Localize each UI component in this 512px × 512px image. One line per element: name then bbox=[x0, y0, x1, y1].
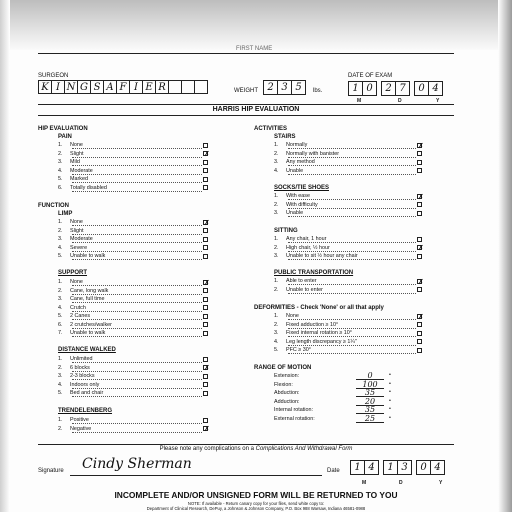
rom-label: Abduction: bbox=[274, 390, 300, 397]
weight-unit: lbs. bbox=[313, 88, 323, 94]
option-number: 1. bbox=[58, 279, 63, 285]
option-label: Unable to walk bbox=[70, 330, 106, 336]
rom-label: Extension: bbox=[274, 373, 300, 379]
pain-heading: PAIN bbox=[58, 134, 72, 140]
option-label: Cane, full time bbox=[70, 296, 105, 302]
incomplete-warning: INCOMPLETE AND/OR UNSIGNED FORM WILL BE RETURNED TO YOU bbox=[114, 490, 398, 500]
option-label: PFC ≥ 30° bbox=[286, 347, 311, 353]
option-checkbox[interactable]: ✗ bbox=[418, 244, 424, 252]
option-label: 6 blocks bbox=[70, 364, 90, 371]
exam-date-label: DATE OF EXAM bbox=[348, 73, 393, 79]
option-row bbox=[274, 236, 328, 242]
option-row bbox=[274, 253, 360, 259]
first-name-label: FIRST NAME bbox=[236, 46, 273, 52]
option-checkbox[interactable]: ✗ bbox=[418, 141, 424, 150]
hip-evaluation-heading: HIP EVALUATION bbox=[38, 126, 88, 132]
char-cell[interactable]: 4 bbox=[430, 460, 445, 475]
rom-label: Internal rotation: bbox=[274, 407, 313, 414]
char-cell[interactable]: I bbox=[129, 80, 143, 94]
option-label: Slight bbox=[70, 150, 84, 157]
sign-month-label: M bbox=[362, 480, 367, 486]
function-heading: FUNCTION bbox=[38, 203, 69, 209]
option-label: Slight bbox=[70, 227, 84, 234]
option-label: Totally disabled bbox=[70, 184, 107, 191]
option-checkbox[interactable] bbox=[203, 254, 208, 259]
char-cell[interactable]: I bbox=[51, 80, 65, 94]
option-row bbox=[58, 185, 109, 191]
option-number: 2. bbox=[58, 425, 63, 432]
option-label: Bed and chair bbox=[70, 390, 104, 396]
option-row bbox=[58, 151, 86, 157]
option-number: 3. bbox=[274, 210, 279, 216]
socks-heading: SOCKS/TIE SHOES bbox=[274, 185, 330, 191]
option-row bbox=[58, 219, 85, 225]
option-number: 3. bbox=[58, 236, 63, 242]
option-number: 1. bbox=[58, 142, 63, 148]
option-checkbox[interactable] bbox=[203, 314, 208, 319]
signature-label: Signature bbox=[38, 468, 64, 474]
option-row bbox=[274, 245, 332, 251]
char-cell[interactable]: N bbox=[64, 80, 78, 94]
transport-heading: PUBLIC TRANSPORTATION bbox=[274, 270, 354, 276]
rom-value[interactable]: 0 bbox=[367, 371, 373, 380]
char-cell[interactable] bbox=[194, 80, 208, 94]
option-row bbox=[58, 245, 89, 251]
option-checkbox[interactable] bbox=[417, 254, 422, 259]
leader-dots bbox=[288, 169, 416, 175]
option-number: 3. bbox=[58, 296, 63, 302]
option-checkbox[interactable] bbox=[203, 374, 208, 379]
option-checkbox[interactable]: ✗ bbox=[204, 364, 210, 372]
option-number: 7. bbox=[58, 330, 63, 336]
option-checkbox[interactable] bbox=[203, 418, 208, 423]
rom-value[interactable]: 25 bbox=[364, 414, 376, 423]
option-label: Normally with banister bbox=[286, 150, 340, 157]
option-row bbox=[58, 176, 90, 182]
char-cell[interactable]: 2 bbox=[381, 81, 396, 96]
option-label: Positive bbox=[70, 417, 89, 423]
leader-dots bbox=[72, 177, 202, 183]
option-number: 6. bbox=[58, 184, 63, 191]
option-checkbox[interactable] bbox=[203, 143, 208, 148]
option-label: Fixed internal rotation ≥ 10° bbox=[286, 330, 352, 336]
option-row bbox=[58, 305, 88, 311]
option-number: 3. bbox=[58, 159, 63, 165]
char-cell[interactable]: K bbox=[38, 80, 52, 94]
option-number: 4. bbox=[274, 167, 279, 174]
stairs-heading: STAIRS bbox=[274, 134, 296, 140]
option-number: 3. bbox=[274, 330, 279, 336]
option-number: 4. bbox=[58, 167, 63, 174]
option-label: Crutch bbox=[70, 304, 86, 311]
char-cell[interactable]: 3 bbox=[277, 80, 292, 95]
char-cell[interactable]: E bbox=[142, 80, 156, 94]
char-cell[interactable]: 0 bbox=[362, 81, 377, 96]
option-checkbox[interactable] bbox=[203, 185, 208, 190]
option-label: Severe bbox=[70, 244, 88, 251]
option-label: 2-3 blocks bbox=[70, 373, 95, 379]
option-number: 2. bbox=[274, 244, 279, 251]
char-cell[interactable] bbox=[181, 80, 195, 94]
leader-dots bbox=[72, 306, 202, 312]
option-row bbox=[274, 313, 301, 319]
option-number: 2. bbox=[58, 364, 63, 371]
return-note: NOTE: If available - Return canary copy for your files, send white copy to: bbox=[187, 501, 325, 506]
option-label: None bbox=[70, 142, 83, 148]
option-checkbox[interactable] bbox=[203, 331, 208, 336]
option-number: 4. bbox=[58, 381, 63, 388]
option-number: 5. bbox=[58, 253, 63, 259]
option-number: 3. bbox=[274, 159, 279, 165]
option-row bbox=[58, 296, 106, 302]
first-name-line bbox=[38, 53, 454, 54]
option-label: Moderate bbox=[70, 236, 93, 242]
option-checkbox[interactable]: ✗ bbox=[204, 150, 210, 158]
option-checkbox[interactable] bbox=[203, 391, 208, 396]
option-checkbox[interactable]: ✗ bbox=[204, 425, 210, 433]
option-number: 5. bbox=[58, 313, 63, 319]
complications-note bbox=[0, 446, 512, 453]
char-cell[interactable]: 1 bbox=[350, 460, 365, 475]
option-row bbox=[58, 159, 82, 165]
rom-value[interactable]: 35 bbox=[364, 388, 376, 398]
option-number: 6. bbox=[58, 321, 63, 328]
option-label: With ease bbox=[286, 193, 310, 199]
option-row bbox=[58, 228, 86, 234]
option-label: None bbox=[70, 279, 83, 285]
signature-line bbox=[70, 475, 322, 476]
option-number: 1. bbox=[58, 356, 63, 362]
option-row bbox=[274, 210, 305, 216]
option-label: Indoors only bbox=[70, 381, 100, 388]
option-row bbox=[58, 142, 85, 148]
option-label: Normally bbox=[286, 142, 308, 148]
leader-dots bbox=[72, 220, 202, 226]
option-row bbox=[274, 151, 341, 157]
option-label: Unlimited bbox=[70, 356, 93, 362]
option-row bbox=[58, 426, 93, 432]
option-label: None bbox=[70, 219, 83, 225]
option-checkbox[interactable] bbox=[417, 151, 422, 156]
option-label: With difficulty bbox=[286, 201, 318, 208]
option-number: 5. bbox=[274, 347, 279, 353]
option-checkbox[interactable] bbox=[417, 237, 422, 242]
char-cell[interactable]: 4 bbox=[428, 81, 443, 96]
scan-shadow-top bbox=[0, 0, 512, 50]
leader-dots bbox=[72, 143, 202, 149]
leader-dots bbox=[72, 280, 202, 286]
option-number: 1. bbox=[58, 417, 63, 423]
rom-bullet-icon: • bbox=[389, 372, 391, 378]
option-number: 5. bbox=[58, 390, 63, 396]
title-rule-bottom bbox=[38, 115, 454, 116]
option-label: Unable bbox=[286, 210, 304, 216]
complications-note-text: Please note any complications on a bbox=[159, 446, 256, 452]
option-checkbox[interactable] bbox=[417, 339, 422, 344]
option-number: 4. bbox=[274, 338, 279, 345]
option-label: Mild bbox=[70, 159, 80, 165]
rom-value[interactable]: 35 bbox=[364, 405, 376, 415]
option-checkbox[interactable]: ✗ bbox=[418, 312, 424, 321]
rom-label: Flexion: bbox=[274, 381, 293, 388]
char-cell[interactable]: R bbox=[155, 80, 169, 94]
option-checkbox[interactable] bbox=[417, 211, 422, 216]
option-row bbox=[58, 382, 101, 388]
option-row bbox=[274, 202, 320, 208]
option-checkbox[interactable] bbox=[203, 322, 208, 327]
option-label: Leg length discrepancy ≥ 1¼" bbox=[286, 338, 357, 345]
leader-dots bbox=[72, 152, 202, 158]
option-checkbox[interactable] bbox=[203, 228, 208, 233]
option-checkbox[interactable] bbox=[203, 168, 208, 173]
option-checkbox[interactable]: ✗ bbox=[418, 277, 424, 286]
option-checkbox[interactable] bbox=[417, 322, 422, 327]
char-cell[interactable]: 7 bbox=[395, 81, 410, 96]
option-number: 4. bbox=[58, 244, 63, 251]
support-heading: SUPPORT bbox=[58, 270, 88, 276]
option-checkbox[interactable] bbox=[203, 297, 208, 302]
deformities-heading: DEFORMITIES - Check 'None' or all that apply bbox=[254, 305, 384, 311]
option-row bbox=[58, 390, 105, 396]
option-row bbox=[58, 322, 114, 328]
option-label: Marked bbox=[70, 176, 88, 182]
option-checkbox[interactable] bbox=[417, 348, 422, 353]
leader-dots bbox=[72, 160, 202, 166]
rom-value[interactable]: 20 bbox=[364, 396, 376, 406]
option-number: 2. bbox=[58, 287, 63, 294]
option-label: Unable to walk bbox=[70, 253, 106, 259]
option-label: High chair, ½ hour bbox=[286, 244, 330, 251]
option-row bbox=[58, 330, 107, 336]
limp-heading: LIMP bbox=[58, 211, 73, 217]
char-cell[interactable]: 2 bbox=[263, 80, 278, 95]
rom-label: External rotation: bbox=[274, 416, 315, 422]
char-cell[interactable]: F bbox=[116, 80, 130, 94]
scan-shadow-right bbox=[498, 0, 512, 512]
option-label: Any method bbox=[286, 159, 315, 165]
leader-dots bbox=[288, 211, 416, 217]
option-number: 2. bbox=[274, 286, 279, 293]
option-row bbox=[58, 253, 107, 259]
option-number: 3. bbox=[58, 373, 63, 379]
option-row bbox=[58, 356, 94, 362]
rom-bullet-icon: • bbox=[389, 397, 391, 404]
option-label: Moderate bbox=[70, 167, 93, 174]
form-title: HARRIS HIP EVALUATION bbox=[212, 106, 300, 113]
option-label: 2 crutches/walker bbox=[70, 321, 112, 328]
option-number: 1. bbox=[58, 219, 63, 225]
option-number: 1. bbox=[274, 236, 279, 242]
surgeon-label: SURGEON bbox=[38, 73, 69, 79]
return-address: Department of Clinical Research, DePuy, a Johnson & Johnson Company, P.O. Box 988 Warsaw, Indiana 46581-0988 bbox=[146, 506, 366, 511]
sign-day-label: D bbox=[399, 480, 403, 486]
rom-bullet-icon: • bbox=[389, 406, 391, 413]
char-cell[interactable]: 1 bbox=[348, 81, 363, 96]
option-checkbox[interactable] bbox=[203, 160, 208, 165]
leader-dots bbox=[72, 229, 202, 235]
option-label: None bbox=[286, 313, 299, 319]
option-row bbox=[58, 168, 95, 174]
sitting-heading: SITTING bbox=[274, 228, 298, 234]
sign-year-label: Y bbox=[439, 480, 443, 486]
char-cell[interactable]: 5 bbox=[291, 80, 306, 95]
option-checkbox[interactable] bbox=[203, 305, 208, 310]
option-label: Unable to enter bbox=[286, 286, 323, 293]
footer-rule bbox=[38, 444, 454, 445]
option-row bbox=[274, 322, 340, 328]
option-checkbox[interactable] bbox=[203, 288, 208, 293]
rom-label: Adduction: bbox=[274, 398, 300, 405]
option-row bbox=[58, 313, 92, 319]
option-label: Fixed adduction ≥ 10° bbox=[286, 321, 339, 328]
exam-year-label: Y bbox=[436, 98, 440, 104]
char-cell[interactable]: 1 bbox=[383, 460, 398, 475]
option-checkbox[interactable] bbox=[203, 177, 208, 182]
rom-bullet-icon: • bbox=[389, 415, 391, 421]
option-label: Able to enter bbox=[286, 278, 317, 284]
leader-dots bbox=[72, 246, 202, 252]
option-checkbox[interactable] bbox=[417, 160, 422, 165]
exam-month-label: M bbox=[357, 98, 362, 104]
complications-form-name: Complications And Withdrawal Form bbox=[255, 446, 353, 452]
activities-heading: ACTIVITIES bbox=[254, 126, 288, 132]
option-number: 1. bbox=[274, 278, 279, 284]
title-rule-top bbox=[38, 104, 454, 105]
sign-date-label: Date bbox=[327, 468, 340, 474]
signature-value[interactable]: Cindy Sherman bbox=[82, 456, 192, 472]
option-number: 1. bbox=[274, 193, 279, 199]
char-cell[interactable]: 0 bbox=[416, 460, 431, 475]
option-number: 2. bbox=[58, 227, 63, 234]
option-number: 2. bbox=[274, 321, 279, 328]
option-checkbox[interactable] bbox=[203, 245, 208, 250]
char-cell[interactable]: 3 bbox=[397, 460, 412, 475]
char-cell[interactable]: 4 bbox=[364, 460, 379, 475]
option-row bbox=[58, 288, 110, 294]
option-row bbox=[274, 159, 317, 165]
option-checkbox[interactable] bbox=[417, 202, 422, 207]
option-label: Negative bbox=[70, 425, 92, 432]
char-cell[interactable]: S bbox=[90, 80, 104, 94]
option-number: 1. bbox=[274, 142, 279, 148]
option-number: 2. bbox=[274, 150, 279, 157]
option-row bbox=[274, 142, 309, 148]
option-checkbox[interactable] bbox=[203, 237, 208, 242]
option-row bbox=[274, 339, 359, 345]
distance-heading: DISTANCE WALKED bbox=[58, 347, 116, 353]
char-cell[interactable] bbox=[168, 80, 182, 94]
weight-label: WEIGHT bbox=[234, 88, 258, 94]
option-row bbox=[58, 236, 95, 242]
option-label: Any chair, 1 hour bbox=[286, 236, 327, 242]
option-checkbox[interactable]: ✗ bbox=[204, 218, 210, 227]
option-number: 2. bbox=[274, 201, 279, 208]
leader-dots bbox=[288, 314, 416, 320]
option-number: 3. bbox=[274, 253, 279, 259]
option-checkbox[interactable] bbox=[417, 168, 422, 173]
option-checkbox[interactable]: ✗ bbox=[418, 192, 424, 201]
rom-value[interactable]: 100 bbox=[362, 379, 378, 389]
scan-shadow-left bbox=[0, 0, 10, 512]
option-row bbox=[274, 287, 325, 293]
leader-dots bbox=[72, 418, 202, 424]
option-row bbox=[274, 168, 305, 174]
option-checkbox[interactable] bbox=[417, 331, 422, 336]
option-row bbox=[274, 278, 319, 284]
option-row bbox=[58, 365, 92, 371]
option-row bbox=[58, 417, 91, 423]
option-row bbox=[58, 279, 85, 285]
option-label: Unable to sit ½ hour any chair bbox=[286, 253, 358, 259]
option-number: 4. bbox=[58, 304, 63, 311]
option-label: Cane, long walk bbox=[70, 287, 109, 294]
char-cell[interactable]: 0 bbox=[414, 81, 429, 96]
option-row bbox=[274, 330, 354, 336]
option-number: 2. bbox=[58, 150, 63, 157]
char-cell[interactable]: G bbox=[77, 80, 91, 94]
rom-bullet-icon: • bbox=[389, 380, 391, 387]
option-checkbox[interactable] bbox=[417, 287, 422, 292]
option-number: 5. bbox=[58, 176, 63, 182]
rom-bullet-icon: • bbox=[389, 389, 391, 396]
char-cell[interactable]: A bbox=[103, 80, 117, 94]
exam-day-label: D bbox=[398, 98, 402, 104]
option-number: 1. bbox=[274, 313, 279, 319]
option-label: Unable bbox=[286, 167, 304, 174]
option-checkbox[interactable] bbox=[203, 357, 208, 362]
option-checkbox[interactable] bbox=[203, 382, 208, 387]
option-checkbox[interactable]: ✗ bbox=[204, 278, 210, 287]
rom-heading: RANGE OF MOTION bbox=[254, 365, 312, 371]
option-row bbox=[274, 347, 313, 353]
option-row bbox=[58, 373, 97, 379]
trendelenberg-heading: TRENDELENBERG bbox=[58, 408, 113, 414]
option-label: 2 Canes bbox=[70, 313, 91, 319]
option-row bbox=[274, 193, 312, 199]
